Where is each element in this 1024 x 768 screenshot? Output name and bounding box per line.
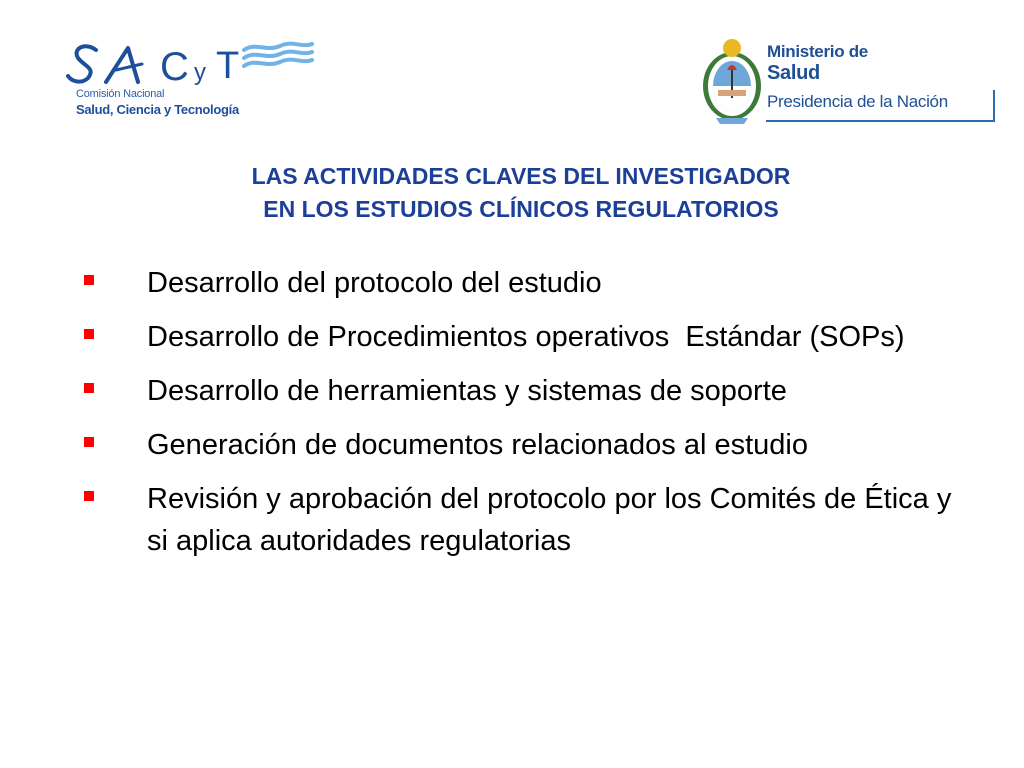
bullet-item — [80, 262, 960, 304]
coat-of-arms-icon — [700, 34, 764, 130]
svg-text:T: T — [216, 45, 240, 87]
ministry-divider-vertical — [993, 90, 995, 120]
bullet-item — [80, 424, 960, 466]
sacyt-subtitle-line1: Comisión Nacional — [76, 88, 165, 100]
ministry-line1: Ministerio de — [767, 42, 868, 61]
bullet-square-icon — [84, 275, 94, 285]
bullet-text: Desarrollo de Procedimientos operativos Estándar (SOPs) — [147, 321, 905, 353]
sacyt-wordmark-graphic — [66, 38, 326, 88]
ministry-line3: Presidencia de la Nación — [767, 92, 948, 111]
ministry-divider-horizontal — [766, 120, 995, 122]
sacyt-logo — [66, 38, 326, 128]
bullet-square-icon — [84, 491, 94, 501]
slide-title-line2: EN LOS ESTUDIOS CLÍNICOS REGULATORIOS — [263, 196, 779, 222]
bullet-text: Desarrollo de herramientas y sistemas de soporte — [147, 375, 787, 407]
svg-text:C: C — [160, 45, 189, 88]
sacyt-subtitle-line2: Salud, Ciencia y Tecnología — [76, 102, 239, 117]
bullet-square-icon — [84, 383, 94, 393]
bullet-square-icon — [84, 437, 94, 447]
bullet-item — [80, 316, 960, 358]
bullet-square-icon — [84, 329, 94, 339]
bullet-item — [80, 370, 960, 412]
bullet-list — [80, 262, 960, 574]
ministry-line2: Salud — [767, 62, 820, 84]
bullet-text: Desarrollo del protocolo del estudio — [147, 267, 602, 299]
svg-text:y: y — [194, 59, 206, 86]
slide-title-line1: LAS ACTIVIDADES CLAVES DEL INVESTIGADOR — [251, 163, 791, 189]
ministerio-salud-logo — [700, 34, 1000, 130]
bullet-item — [80, 478, 960, 562]
bullet-text: Generación de documentos relacionados al estudio — [147, 429, 808, 461]
slide-title — [100, 160, 942, 226]
bullet-text: Revisión y aprobación del protocolo por los Comités de Ética y si aplica autoridades regulatorias — [147, 483, 952, 557]
